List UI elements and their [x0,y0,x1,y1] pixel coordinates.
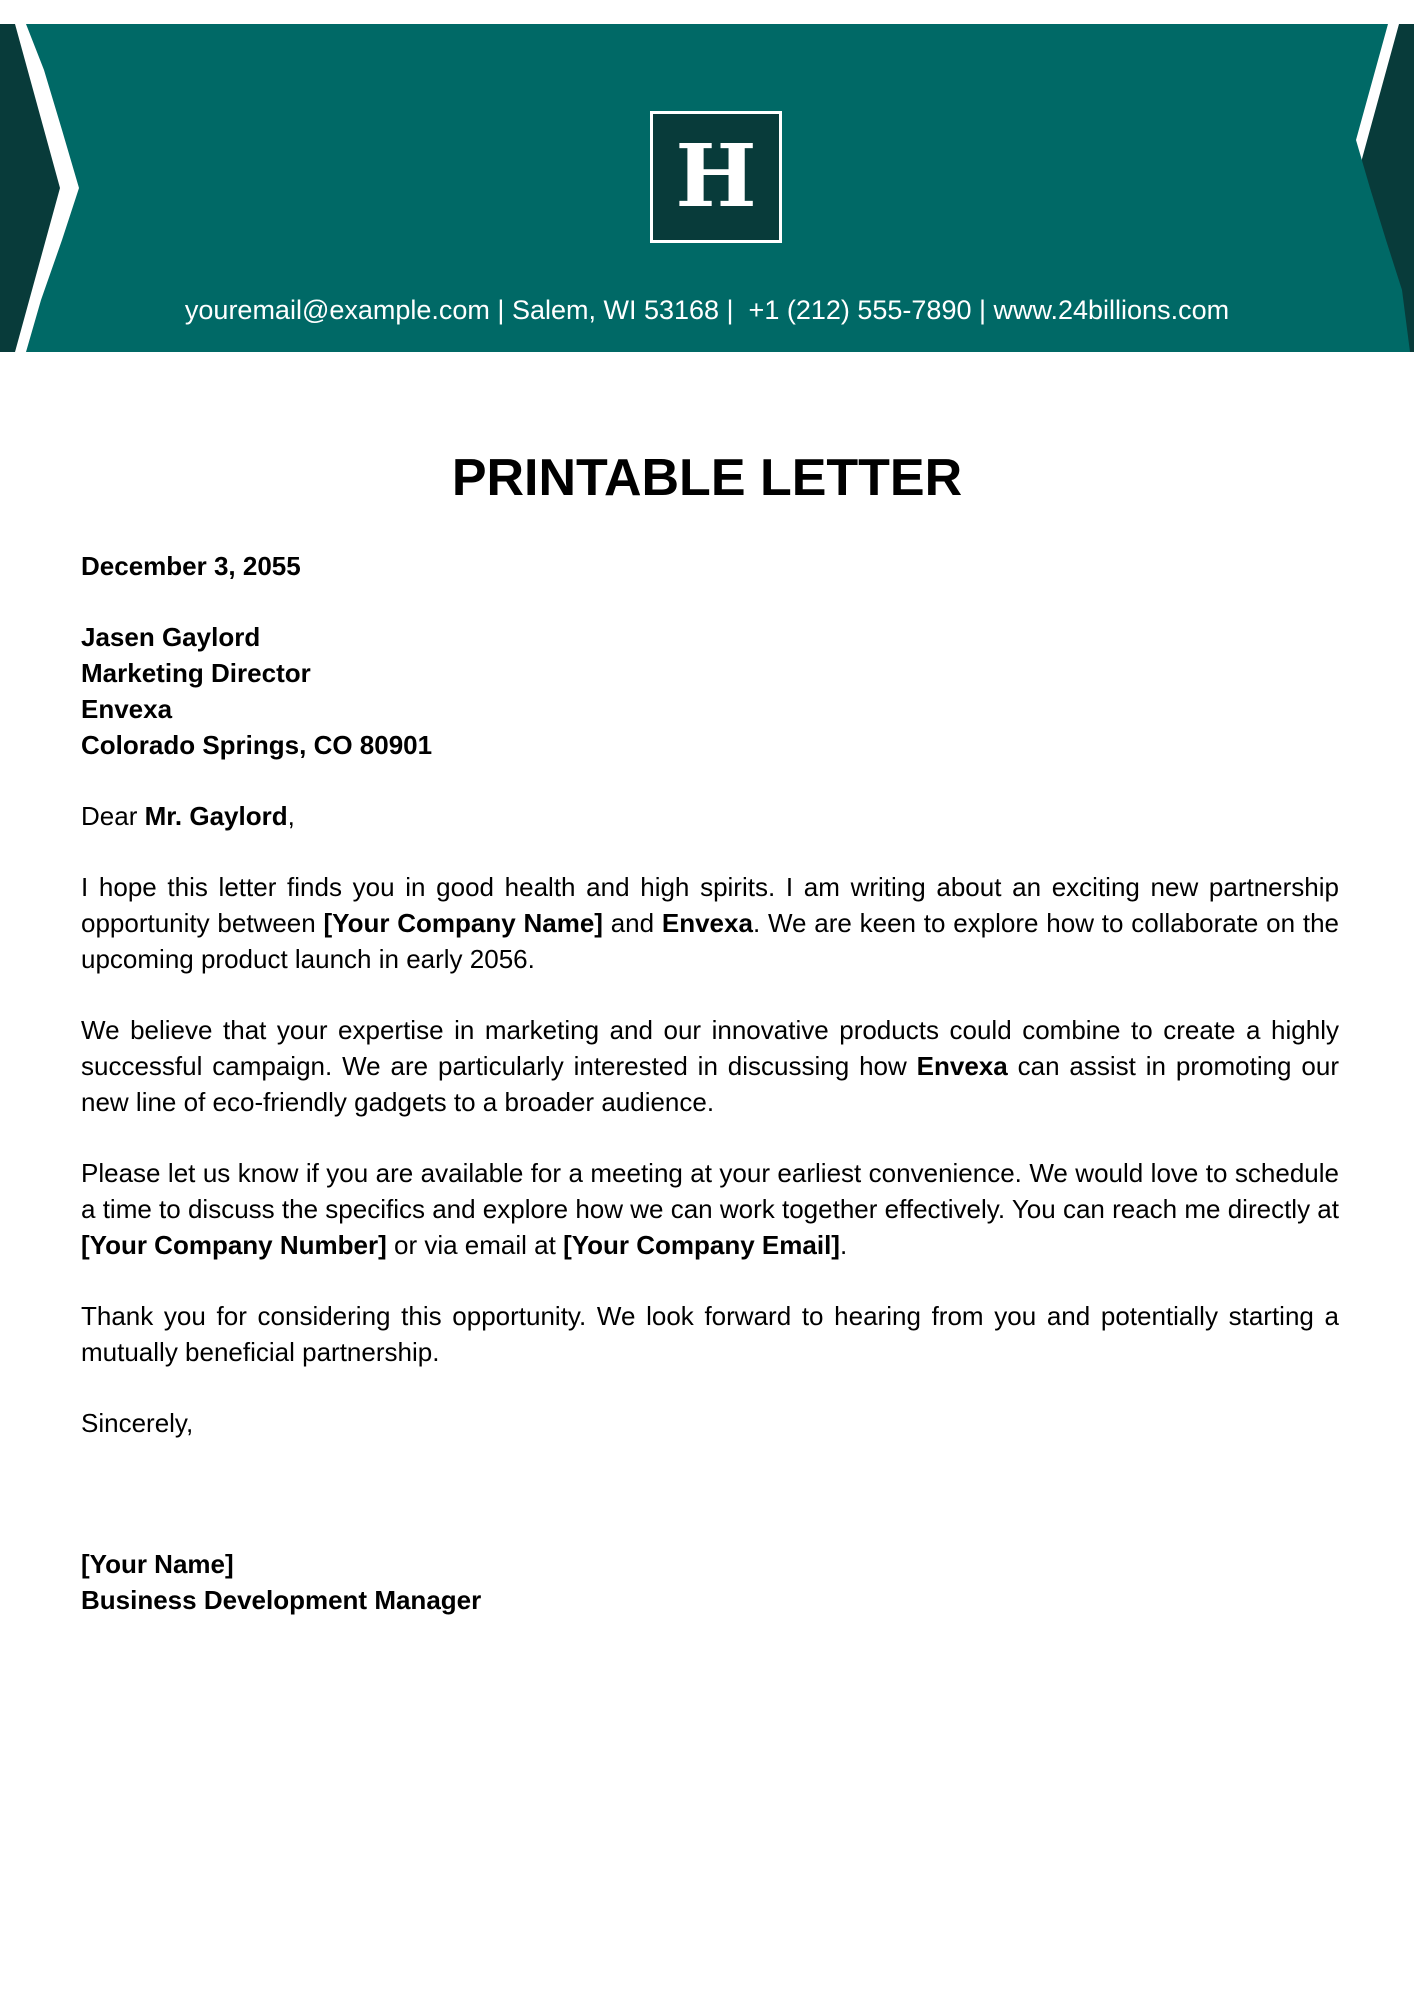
recipient-title: Marketing Director [81,658,311,688]
logo-monogram [650,111,782,243]
logo-letter: H [675,126,757,227]
recipient-company: Envexa [81,694,173,724]
signature-block [81,1546,1339,1618]
paragraph-text: and [602,908,662,938]
paragraph-2 [81,1012,1339,1120]
company-email-placeholder: [Your Company Email] [563,1230,840,1260]
paragraph-text: . We are keen to explore how to collaborate on the upcoming product launch in early 2056. [81,908,1340,974]
recipient-company-mention: Envexa [916,1051,1008,1081]
paragraph-text: Please let us know if you are available for a meeting at your earliest convenience. We would love to schedule a time to discuss the specifics and explore how we can work together effectively. You can reach me directly at [81,1158,1339,1224]
signature-name: [Your Name] [81,1549,234,1579]
contact-line: youremail@example.com | Salem, WI 53168 | +1 (212) 555-7890 | www.24billions.com [184,295,1230,325]
paragraph-text: Thank you for considering this opportunity. We look forward to hearing from you and potentially starting a mutually beneficial partnership. [81,1301,1339,1367]
letter-body [81,548,1339,1618]
paragraph-text: or via email at [386,1230,564,1260]
signature-title: Business Development Manager [81,1585,482,1615]
letter-date: December 3, 2055 [81,551,301,581]
recipient-company-mention: Envexa [661,908,753,938]
page-title: PRINTABLE LETTER [451,449,963,507]
paragraph-1 [81,869,1339,977]
paragraph-text: . [839,1230,848,1260]
paragraph-text: can assist in promoting our new line of eco-friendly gadgets to a broader audience. [81,1051,1339,1117]
paragraph-text: I hope this letter finds you in good health and high spirits. I am writing about an exciting new partnership opportunity between [81,872,1339,938]
closing: Sincerely, [81,1408,194,1438]
paragraph-text: We believe that your expertise in marketing and our innovative products could combine to create a highly successful campaign. We are particularly interested in discussing how [81,1015,1339,1081]
recipient-name: Jasen Gaylord [81,622,261,652]
paragraph-3 [81,1155,1339,1263]
paragraph-4 [81,1298,1339,1370]
salutation-suffix: , [287,801,295,831]
signature-space [81,1476,1339,1546]
recipient-block [81,619,1339,763]
letterhead-banner [0,0,1414,360]
salutation [81,798,1339,834]
company-name-placeholder: [Your Company Name] [323,908,603,938]
salutation-prefix: Dear [81,801,145,831]
company-number-placeholder: [Your Company Number] [81,1230,387,1260]
recipient-address: Colorado Springs, CO 80901 [81,730,433,760]
salutation-name: Mr. Gaylord [144,801,288,831]
